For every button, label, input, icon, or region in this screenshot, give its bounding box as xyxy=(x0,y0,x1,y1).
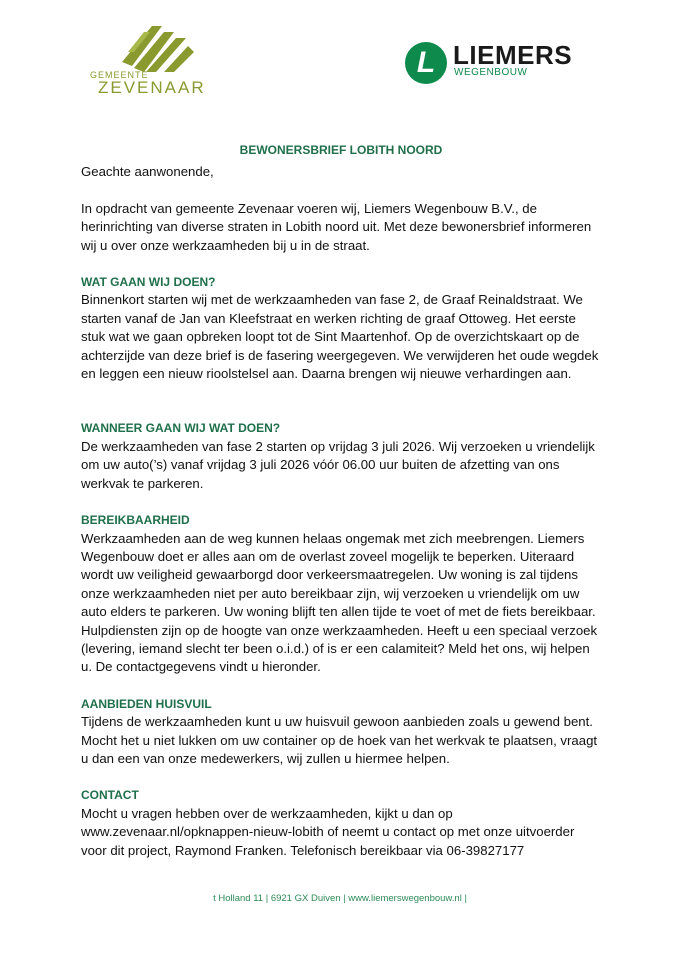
section-body: Werkzaamheden aan de weg kunnen helaas ongemak met zich meebrengen. Liemers Wegenbouw doet er alles aan om de overlast zoveel mogelijk te beperken. Uiteraard wordt uw veiligheid gewaarborgd door verkeersmaatregelen. Uw woning is zal tijdens onze werkzaamheden niet per auto bereikbaar zijn, wij verzoeken u vriendelijk om uw auto elders te parkeren. Uw woning blijft ten allen tijde te voet of met de fiets bereikbaar. Hulpdiensten zijn op de hoogte van onze werkzaamheden. Heeft u een speciaal verzoek (levering, iemand slecht ter been o.i.d.) of is er een calamiteit? Meld het ons, wij helpen u. De contactgegevens vindt u hieronder. xyxy=(81,530,598,675)
liemers-name: LIEMERS xyxy=(453,40,573,70)
wegenbouw-label: WEGENBOUW xyxy=(454,67,528,78)
letter-title: BEWONERSBRIEF LOBITH NOORD xyxy=(239,143,443,157)
gemeente-label: GEMEENTE xyxy=(90,70,149,80)
letter-body xyxy=(81,141,601,860)
section-heading: BEREIKBAARHEID xyxy=(81,513,190,528)
footer-address: t Holland 11 | 6921 GX Duiven | www.liemerswegenbouw.nl | xyxy=(213,893,467,904)
liemers-wegenbouw-logo xyxy=(405,42,575,86)
greeting: Geachte aanwonende, xyxy=(81,164,214,180)
section-body: Tijdens de werkzaamheden kunt u uw huisvuil gewoon aanbieden zoals u gewend bent. Mocht het u niet lukken om uw container op de hoek van het werkvak te plaatsen, vraagt u dan een van onze medewerkers, wij zullen u hiermee helpen. xyxy=(81,714,598,766)
intro-paragraph: In opdracht van gemeente Zevenaar voeren wij, Liemers Wegenbouw B.V., de herinrichting van diverse straten in Lobith noord uit. Met deze bewonersbrief informeren wij u over onze werkzaamheden bij u in de straat. xyxy=(81,200,592,253)
section-heading: CONTACT xyxy=(81,788,139,803)
zevenaar-label: ZEVENAAR xyxy=(98,78,206,97)
section-body: Binnenkort starten wij met de werkzaamheden van fase 2, de Graaf Reinaldstraat. We starten vanaf de Jan van Kleefstraat en werken richting de graaf Ottoweg. Het eerste stuk wat we gaan opbreken loopt tot de Sint Maartenhof. Op de overzichtskaart op de achterzijde van deze brief is de fasering weergegeven. We verwijderen het oude wegdek en leggen een nieuw rioolstelsel aan. Daarna brengen wij nieuwe verhardingen aan. xyxy=(81,292,599,382)
section-body: De werkzaamheden van fase 2 starten op vrijdag 3 juli 2026. Wij verzoeken u vriendelijk om uw auto(’s) vanaf vrijdag 3 juli 2026 vóór 06.00 uur buiten de afzetting van ons werkvak te parkeren. xyxy=(81,438,595,491)
gemeente-zevenaar-logo xyxy=(86,22,206,102)
zevenaar-leaf-icon xyxy=(122,22,194,72)
section-heading: AANBIEDEN HUISVUIL xyxy=(81,696,212,711)
liemers-mark-icon xyxy=(405,42,447,84)
liemers-mark-letter: L xyxy=(416,46,436,79)
section-heading: WANNEER GAAN WIJ WAT DOEN? xyxy=(81,421,281,436)
section-body: Mocht u vragen hebben over de werkzaamheden, kijkt u dan op www.zevenaar.nl/opknappen-nieuw-lobith of neemt u contact op met onze uitvoerder voor dit project, Raymond Franken. Telefonisch bereikbaar via 06-39827177 xyxy=(81,805,575,858)
section-heading: WAT GAAN WIJ DOEN? xyxy=(81,275,216,290)
